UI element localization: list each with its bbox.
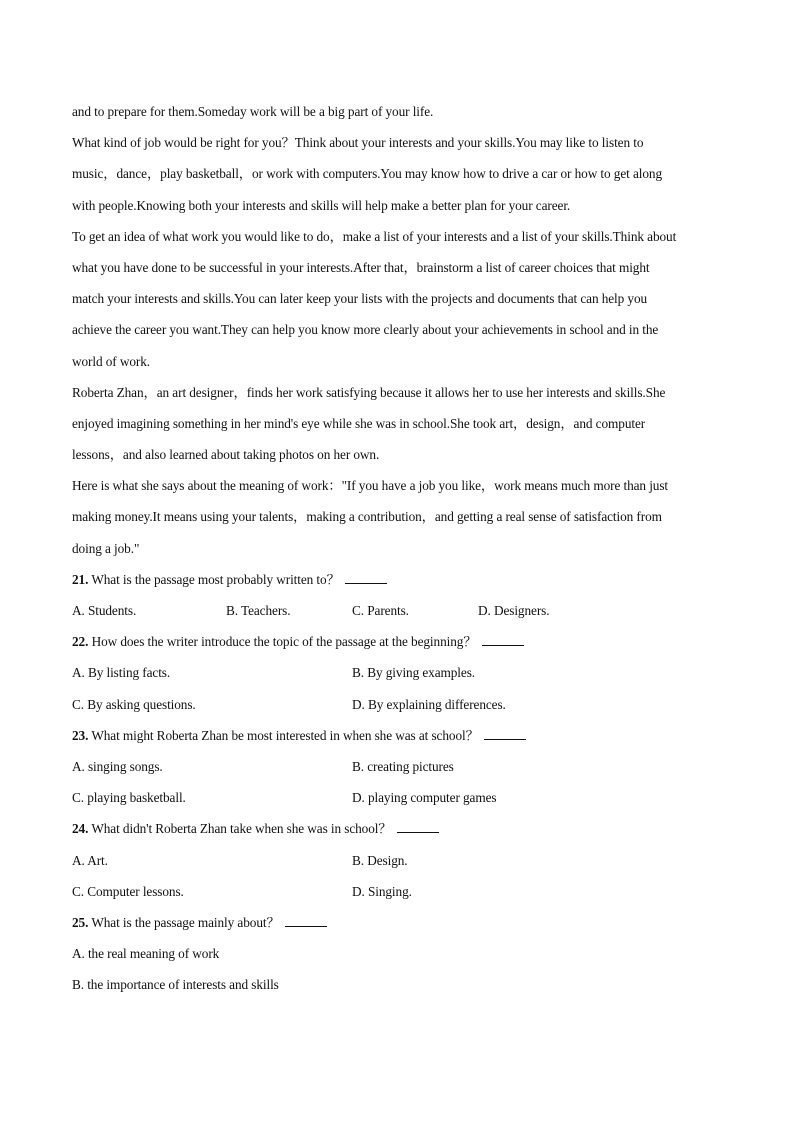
passage-line: with people.Knowing both your interests and skills will help make a better plan for your career. <box>72 197 571 213</box>
option-row <box>72 599 727 630</box>
answer-blank[interactable] <box>484 725 526 740</box>
passage-line: achieve the career you want.They can help you know more clearly about your achievements in school and in the <box>72 322 659 338</box>
answer-blank[interactable] <box>345 569 387 584</box>
option-c[interactable]: C. Parents. <box>352 603 409 618</box>
question-number: 22. <box>72 634 89 650</box>
passage-line: and to prepare for them.Someday work will be a big part of your life. <box>72 104 434 119</box>
option-b[interactable]: B. the importance of interests and skills <box>72 977 279 993</box>
option-c[interactable]: C. By asking questions. <box>72 696 196 712</box>
question-23 <box>72 724 727 818</box>
question-number: 21. <box>72 571 89 587</box>
question-number: 24. <box>72 821 89 837</box>
passage-line: music，dance，play basketball，or work with computers.You may know how to drive a car or how to get along <box>72 166 663 182</box>
question-text: What is the passage mainly about？ <box>91 914 280 930</box>
option-b[interactable]: B. Teachers. <box>226 603 291 618</box>
option-a[interactable]: A. Students. <box>72 603 137 618</box>
option-b[interactable]: B. Design. <box>352 852 408 868</box>
option-a[interactable]: A. Art. <box>72 852 108 868</box>
passage-line: Here is what she says about the meaning of work："If you have a job you like，work means much more than just <box>72 478 668 494</box>
option-a[interactable]: A. singing songs. <box>72 758 163 774</box>
question-24 <box>72 817 727 911</box>
question-number: 25. <box>72 914 89 930</box>
passage-line: enjoyed imagining something in her mind's eye while she was in school.She took art，design，and computer <box>72 415 646 431</box>
option-d[interactable]: D. By explaining differences. <box>352 696 506 712</box>
option-a[interactable]: A. the real meaning of work <box>72 946 220 962</box>
answer-blank[interactable] <box>482 631 524 646</box>
question-stem <box>72 630 727 661</box>
question-text: What didn't Roberta Zhan take when she was in school？ <box>91 821 392 837</box>
option-row <box>72 661 727 692</box>
passage-line: What kind of job would be right for you？Think about your interests and your skills.You may like to listen to <box>72 135 644 151</box>
option-row <box>72 849 727 880</box>
option-d[interactable]: D. Designers. <box>478 603 550 618</box>
passage-line: doing a job." <box>72 540 140 556</box>
question-stem <box>72 568 727 599</box>
question-22 <box>72 630 727 724</box>
passage-line: lessons，and also learned about taking photos on her own. <box>72 447 380 463</box>
option-row <box>72 786 727 817</box>
passage-line: Roberta Zhan，an art designer，finds her work satisfying because it allows her to use her interests and skills.She <box>72 384 666 400</box>
option-row <box>72 693 727 724</box>
option-d[interactable]: D. playing computer games <box>352 790 497 806</box>
question-stem <box>72 724 727 755</box>
answer-blank[interactable] <box>397 818 439 833</box>
answer-blank[interactable] <box>285 912 327 927</box>
option-row <box>72 755 727 786</box>
option-d[interactable]: D. Singing. <box>352 883 412 899</box>
question-text: What might Roberta Zhan be most interested in when she was at school？ <box>91 727 479 743</box>
passage-line: making money.It means using your talents，making a contribution，and getting a real sense of satisfaction from <box>72 509 662 525</box>
document-page <box>72 100 727 1004</box>
passage-line: world of work. <box>72 353 150 369</box>
passage-line: To get an idea of what work you would like to do，make a list of your interests and a list of your skills.Think about <box>72 228 677 244</box>
question-21 <box>72 568 727 630</box>
option-c[interactable]: C. playing basketball. <box>72 790 186 806</box>
question-text: What is the passage most probably written to？ <box>91 571 340 587</box>
reading-passage <box>72 100 727 568</box>
passage-line: match your interests and skills.You can later keep your lists with the projects and documents that can help you <box>72 291 648 307</box>
option-a[interactable]: A. By listing facts. <box>72 665 171 681</box>
option-row <box>72 880 727 911</box>
option-c[interactable]: C. Computer lessons. <box>72 883 184 899</box>
question-stem <box>72 911 727 942</box>
question-text: How does the writer introduce the topic of the passage at the beginning？ <box>91 634 477 650</box>
passage-line: what you have done to be successful in your interests.After that，brainstorm a list of career choices that might <box>72 259 650 275</box>
option-b[interactable]: B. By giving examples. <box>352 665 476 681</box>
question-stem <box>72 817 727 848</box>
question-25 <box>72 911 727 1005</box>
question-number: 23. <box>72 727 89 743</box>
option-b[interactable]: B. creating pictures <box>352 758 454 774</box>
